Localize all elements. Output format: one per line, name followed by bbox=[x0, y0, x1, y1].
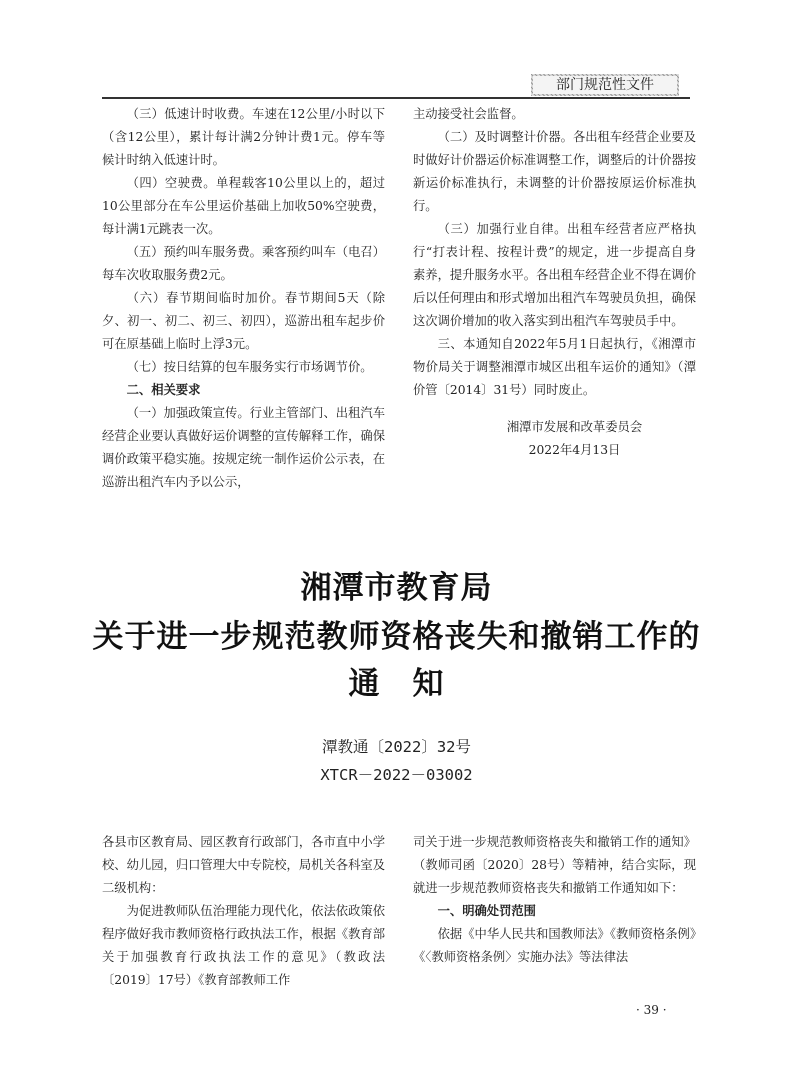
section-tag bbox=[531, 74, 679, 96]
top-left-column bbox=[102, 103, 385, 494]
salutation: 各县市区教育局、园区教育行政部门，各市直中小学校、幼儿园，归口管理大中专院校，局机关各科室及二级机构： bbox=[102, 835, 385, 895]
paragraph: 三、本通知自2022年5月1日起执行，《湘潭市物价局关于调整湘潭市城区出租车运价的通知》（潭价管〔2014〕31号）同时废止。 bbox=[413, 337, 696, 397]
paragraph: 为促进教师队伍治理能力现代化，依法依政策依程序做好我市教师资格行政执法工作，根据《教育部关于加强教育行政执法工作的意见》（教政法〔2019〕17号）《教育部教师工作 bbox=[102, 904, 385, 987]
paragraph: （六）春节期间临时加价。春节期间5天（除夕、初一、初二、初三、初四），巡游出租车起步价可在原基础上临时上浮3元。 bbox=[102, 291, 385, 351]
paragraph: （四）空驶费。单程载客10公里以上的，超过10公里部分在车公里运价基础上加收50%空驶费，每计满1元跳表一次。 bbox=[102, 176, 385, 236]
paragraph: （二）及时调整计价器。各出租车经营企业要及时做好计价器运价标准调整工作，调整后的计价器按新运价标准执行，未调整的计价器按原运价标准执行。 bbox=[413, 130, 696, 213]
page-number: · 39 · bbox=[636, 1003, 667, 1017]
paragraph-continuation: 主动接受社会监督。 bbox=[413, 107, 524, 121]
document-title-line-2: 关于进一步规范教师资格丧失和撤销工作的 bbox=[92, 619, 701, 655]
paragraph: （五）预约叫车服务费。乘客预约叫车（电召）每车次收取服务费2元。 bbox=[102, 245, 385, 282]
top-right-column bbox=[413, 103, 696, 462]
paragraph: 依据《中华人民共和国教师法》《教师资格条例》《〈教师资格条例〉实施办法》等法律法 bbox=[413, 927, 696, 964]
bottom-right-column bbox=[413, 831, 696, 969]
document-title-line-1: 湘潭市教育局 bbox=[300, 570, 493, 606]
paragraph: （三）低速计时收费。车速在12公里/小时以下（含12公里），累计每计满2分钟计费1元。停车等候计时纳入低速计时。 bbox=[102, 107, 385, 167]
section-tag-label: 部门规范性文件 bbox=[533, 76, 677, 94]
paragraph: （一）加强政策宣传。行业主管部门、出租汽车经营企业要认真做好运价调整的宣传解释工作，确保调价政策平稳实施。按规定统一制作运价公示表，在巡游出租汽车内予以公示， bbox=[102, 406, 385, 489]
paragraph: （三）加强行业自律。出租车经营者应严格执行“打表计程、按程计费”的规定，进一步提高自身素养，提升服务水平。各出租车经营企业不得在调价后以任何理由和形式增加出租汽车驾驶员负担，确保这次调价增加的收入落实到出租汽车驾驶员手中。 bbox=[413, 222, 696, 328]
header-rule bbox=[102, 97, 690, 99]
signature-date: 2022年4月13日 bbox=[528, 443, 621, 457]
paragraph: （七）按日结算的包车服务实行市场调节价。 bbox=[126, 360, 373, 374]
section-heading: 二、相关要求 bbox=[126, 383, 201, 397]
document-code: XTCR－2022－03002 bbox=[320, 766, 473, 784]
bottom-left-column bbox=[102, 831, 385, 992]
document-number: 潭教通〔2022〕32号 bbox=[322, 738, 471, 756]
section-heading: 一、明确处罚范围 bbox=[437, 904, 536, 918]
signature-org: 湘潭市发展和改革委员会 bbox=[506, 420, 643, 434]
document-title-line-3: 通 知 bbox=[348, 666, 445, 702]
paragraph-continuation: 司关于进一步规范教师资格丧失和撤销工作的通知》（教师司函〔2020〕28号）等精神，结合实际，现就进一步规范教师资格丧失和撤销工作通知如下： bbox=[413, 835, 696, 895]
